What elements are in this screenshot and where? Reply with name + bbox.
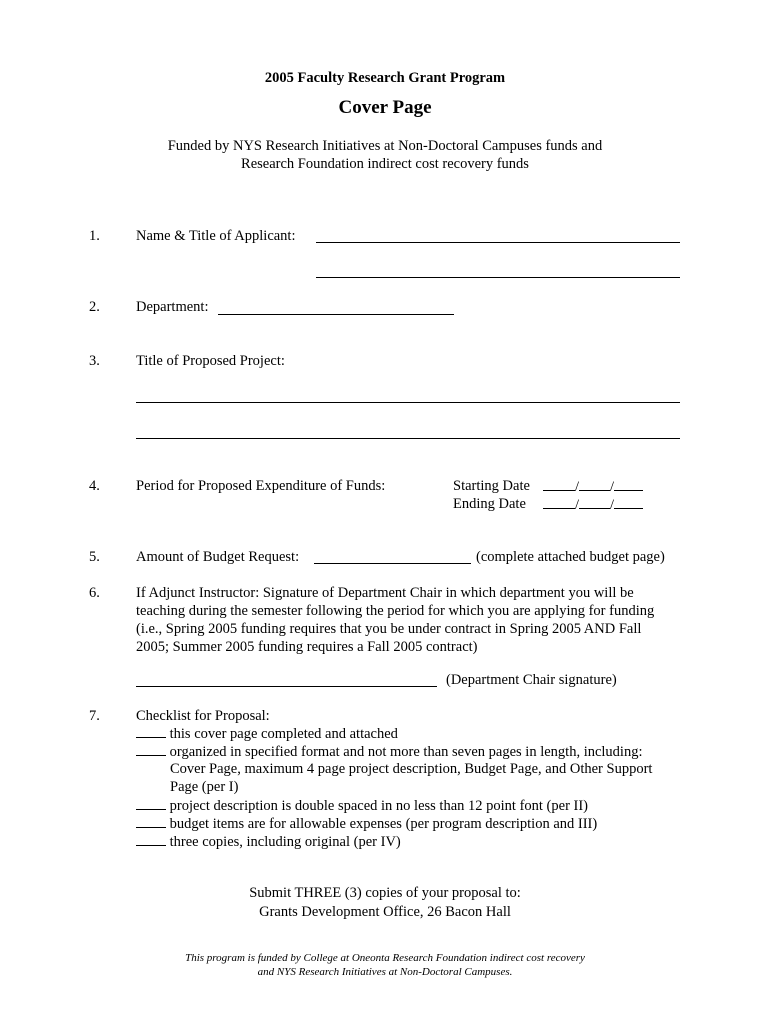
budget-amount-line[interactable]	[314, 563, 471, 564]
adjunct-text-line-2: teaching during the semester following the period for which you are applying for funding	[136, 603, 655, 619]
item-4-number: 4.	[89, 478, 100, 494]
chair-signature-label: (Department Chair signature)	[446, 672, 617, 688]
start-day-blank[interactable]	[579, 478, 610, 491]
adjunct-text-line-4: 2005; Summer 2005 funding requires a Fall 2005 contract)	[136, 639, 478, 655]
checklist-blank[interactable]	[136, 743, 166, 756]
item-7-number: 7.	[89, 708, 100, 724]
checklist-blank[interactable]	[136, 797, 166, 810]
project-title-line-2[interactable]	[136, 438, 680, 439]
date-separator: /	[575, 479, 580, 495]
item-6-number: 6.	[89, 585, 100, 601]
checklist-label: Checklist for Proposal:	[136, 708, 270, 724]
funding-line-1: Funded by NYS Research Initiatives at Non-Doctoral Campuses funds and	[167, 138, 603, 154]
checklist-item-text: budget items are for allowable expenses (per program description and III)	[169, 816, 598, 832]
item-5-number: 5.	[89, 549, 100, 565]
program-heading: 2005 Faculty Research Grant Program	[264, 70, 506, 86]
checklist-blank[interactable]	[136, 815, 166, 828]
checklist-item[interactable]	[136, 797, 588, 815]
applicant-name-line-1[interactable]	[316, 242, 680, 243]
checklist-item-text: three copies, including original (per IV)	[169, 834, 401, 850]
date-separator: /	[575, 497, 580, 513]
footer-line-2: and NYS Research Initiatives at Non-Doctoral Campuses.	[257, 966, 513, 978]
department-line[interactable]	[218, 314, 454, 315]
budget-request-label: Amount of Budget Request:	[136, 549, 300, 565]
checklist-continuation-line-1: Cover Page, maximum 4 page project description, Budget Page, and Other Support	[170, 761, 653, 777]
project-title-label: Title of Proposed Project:	[136, 353, 285, 369]
item-2-number: 2.	[89, 299, 100, 315]
adjunct-text-line-1: If Adjunct Instructor: Signature of Department Chair in which department you will be	[136, 585, 634, 601]
item-3-number: 3.	[89, 353, 100, 369]
checklist-item[interactable]	[136, 743, 643, 761]
starting-date-field[interactable]	[543, 478, 643, 496]
adjunct-text-line-3: (i.e., Spring 2005 funding requires that you be under contract in Spring 2005 AND Fall	[136, 621, 642, 637]
end-month-blank[interactable]	[543, 496, 575, 509]
checklist-item-text: organized in specified format and not more than seven pages in length, including:	[169, 744, 643, 760]
date-separator: /	[610, 497, 615, 513]
item-1-number: 1.	[89, 228, 100, 244]
starting-date-label: Starting Date	[453, 478, 530, 494]
department-label: Department:	[136, 299, 209, 315]
checklist-item[interactable]	[136, 833, 401, 851]
page-title: Cover Page	[338, 97, 432, 118]
start-month-blank[interactable]	[543, 478, 575, 491]
checklist-continuation-line-2: Page (per I)	[170, 779, 239, 795]
applicant-name-label: Name & Title of Applicant:	[136, 228, 296, 244]
checklist-item-text: project description is double spaced in no less than 12 point font (per II)	[169, 798, 589, 814]
project-title-line-1[interactable]	[136, 402, 680, 403]
end-day-blank[interactable]	[579, 496, 610, 509]
checklist-blank[interactable]	[136, 833, 166, 846]
footer-line-1: This program is funded by College at Oneonta Research Foundation indirect cost recovery	[185, 952, 585, 964]
expenditure-period-label: Period for Proposed Expenditure of Funds:	[136, 478, 386, 494]
end-year-blank[interactable]	[614, 496, 643, 509]
submit-line-2: Grants Development Office, 26 Bacon Hall	[259, 904, 511, 920]
checklist-blank[interactable]	[136, 725, 166, 738]
start-year-blank[interactable]	[614, 478, 643, 491]
checklist-item-text: this cover page completed and attached	[169, 726, 398, 742]
submit-line-1: Submit THREE (3) copies of your proposal to:	[249, 885, 521, 901]
date-separator: /	[610, 479, 615, 495]
chair-signature-line[interactable]	[136, 686, 437, 687]
applicant-name-line-2[interactable]	[316, 277, 680, 278]
checklist-item[interactable]	[136, 815, 597, 833]
budget-note: (complete attached budget page)	[476, 549, 665, 565]
checklist-item[interactable]	[136, 725, 398, 743]
funding-line-2: Research Foundation indirect cost recovery funds	[241, 156, 529, 172]
ending-date-field[interactable]	[543, 496, 643, 514]
ending-date-label: Ending Date	[453, 496, 526, 512]
